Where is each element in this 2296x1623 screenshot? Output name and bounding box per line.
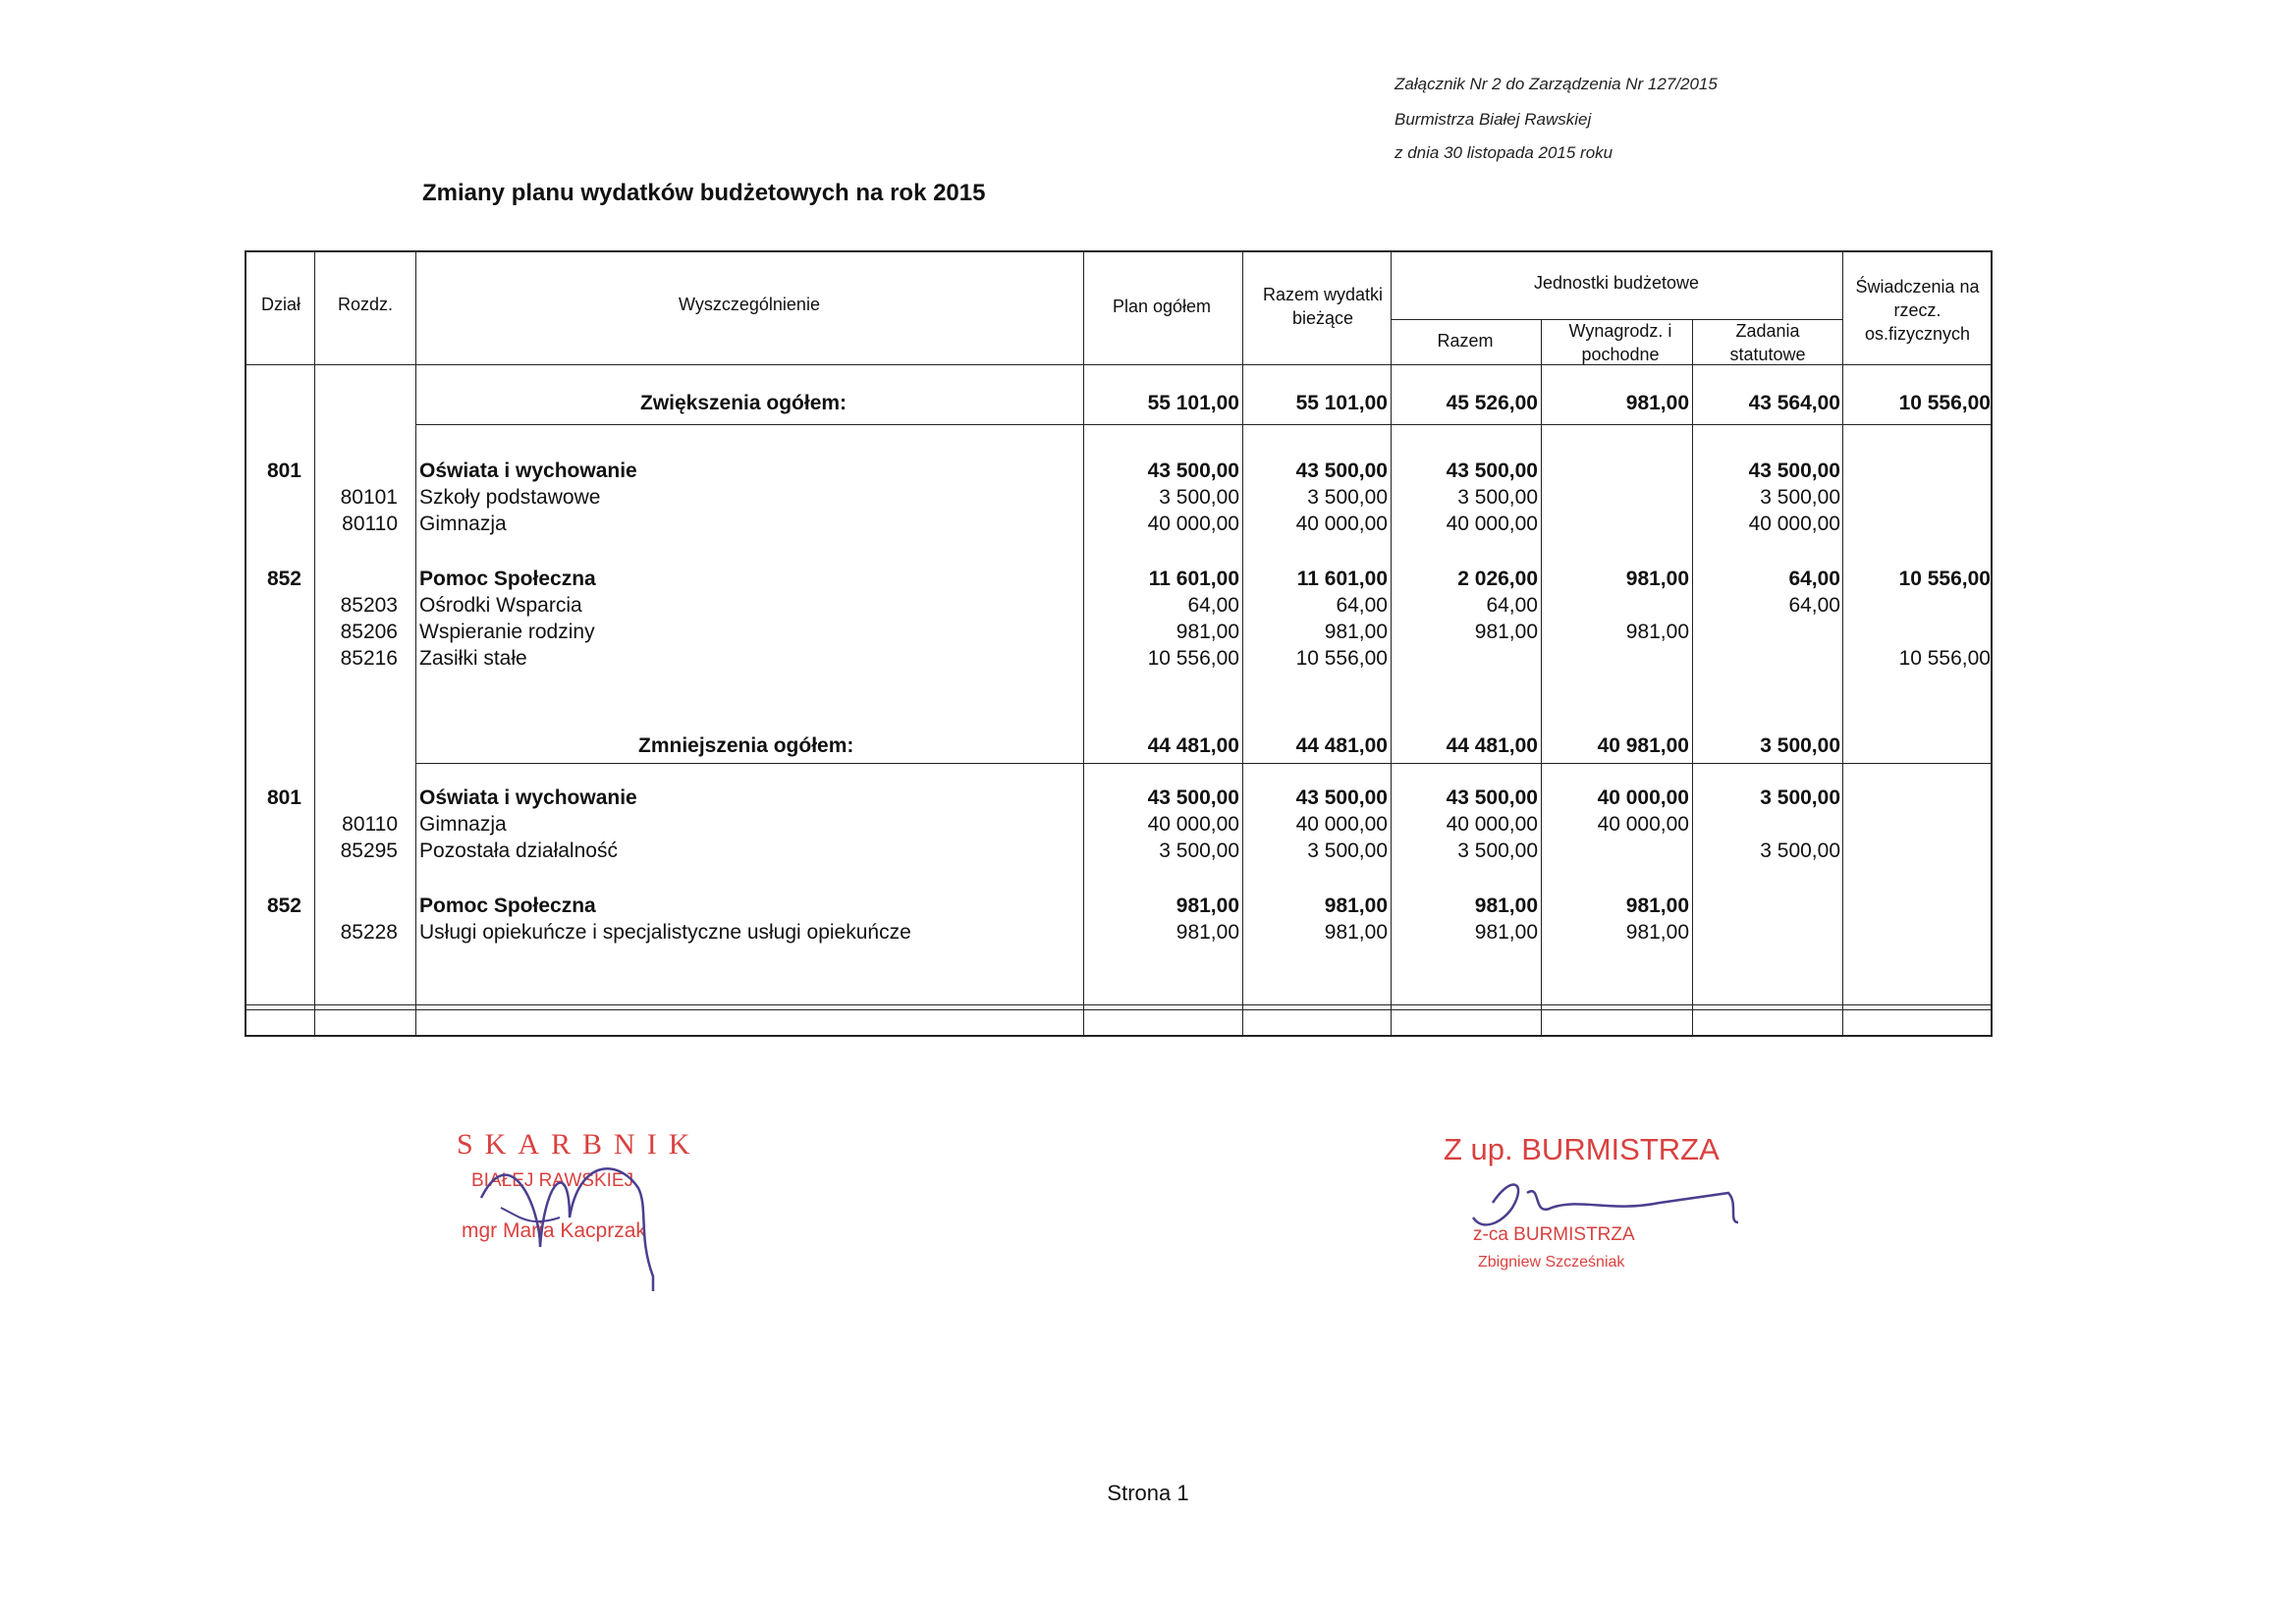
row-cell-zadania: 64,00	[1788, 594, 1840, 617]
row-cell-name: Szkoły podstawowe	[419, 486, 601, 509]
row-cell-zadania: 43 500,00	[1748, 460, 1840, 482]
row-cell-name: Oświata i wychowanie	[419, 786, 637, 809]
row-cell-razem: 981,00	[1474, 894, 1538, 917]
row-cell-biezace: 64,00	[1336, 594, 1388, 617]
row-cell-name: Pomoc Społeczna	[419, 894, 596, 917]
row-cell-dzial: 852	[266, 568, 301, 590]
row-cell-razem: 43 500,00	[1446, 460, 1538, 482]
stamp-right-line2: z-ca BURMISTRZA	[1473, 1224, 1635, 1245]
row-cell-name: Wspieranie rodziny	[419, 621, 595, 643]
row-cell-biezace: 981,00	[1324, 621, 1388, 643]
decrease-total-plan: 44 481,00	[1147, 734, 1239, 757]
row-cell-swiadczenia: 10 556,00	[1898, 568, 1991, 590]
stamp-right-line1: Z up. BURMISTRZA	[1444, 1132, 1720, 1166]
header-swiadczenia: Świadczenia na rzecz. os.fizycznych	[1855, 277, 1980, 344]
row-cell-biezace: 981,00	[1324, 921, 1388, 944]
row-cell-razem: 981,00	[1474, 621, 1538, 643]
row-cell-biezace: 40 000,00	[1295, 813, 1388, 836]
row-cell-biezace: 11 601,00	[1296, 568, 1388, 590]
mayor-signature-icon	[1434, 1124, 1787, 1301]
header-zadania: Zadania statutowe	[1729, 321, 1806, 364]
header-razem-wydatki: Razem wydatki bieżące	[1262, 285, 1384, 328]
attachment-line-1: Załącznik Nr 2 do Zarządzenia Nr 127/2015	[1394, 75, 1718, 93]
row-cell-razem: 40 000,00	[1446, 813, 1538, 836]
increase-total-swiadczenia: 10 556,00	[1898, 392, 1991, 414]
increase-total-wynagrodz: 981,00	[1625, 392, 1689, 414]
row-cell-dzial: 801	[266, 786, 301, 809]
row-cell-wynagrodz: 981,00	[1625, 621, 1689, 643]
stamp-left-line2: BIAŁEJ RAWSKIEJ	[471, 1170, 634, 1191]
mayor-stamp	[1434, 1124, 1787, 1301]
row-cell-wynagrodz: 981,00	[1625, 568, 1689, 590]
row-cell-biezace: 10 556,00	[1295, 647, 1388, 670]
row-cell-name: Usługi opiekuńcze i specjalistyczne usługi opiekuńcze	[419, 921, 911, 944]
row-cell-zadania: 3 500,00	[1760, 839, 1840, 862]
row-cell-plan: 40 000,00	[1147, 513, 1239, 535]
row-cell-plan: 11 601,00	[1148, 568, 1239, 590]
increase-total-zadania: 43 564,00	[1748, 392, 1840, 414]
row-cell-plan: 64,00	[1187, 594, 1239, 617]
header-wynagrodz: Wynagrodz. i pochodne	[1568, 321, 1672, 364]
treasurer-signature-icon	[422, 1119, 717, 1296]
document-title: Zmiany planu wydatków budżetowych na rok 2015	[422, 180, 986, 206]
row-cell-razem: 981,00	[1474, 921, 1538, 944]
row-cell-name: Gimnazja	[419, 813, 507, 836]
decrease-total-biezace: 44 481,00	[1295, 734, 1388, 757]
row-cell-rozdz: 80110	[342, 813, 398, 836]
row-cell-rozdz: 80101	[340, 486, 398, 509]
increase-total-plan: 55 101,00	[1147, 392, 1239, 414]
increase-total-razem: 45 526,00	[1446, 392, 1538, 414]
row-cell-plan: 10 556,00	[1147, 647, 1239, 670]
row-cell-rozdz: 85228	[340, 921, 398, 944]
page-number: Strona 1	[1107, 1481, 1189, 1505]
decrease-total-label: Zmniejszenia ogółem:	[638, 734, 854, 757]
header-jednostki: Jednostki budżetowe	[1533, 273, 1700, 293]
stamp-right-line3: Zbigniew Szcześniak	[1478, 1254, 1625, 1271]
row-cell-plan: 981,00	[1175, 621, 1239, 643]
row-cell-rozdz: 80110	[342, 513, 398, 535]
header-dzial: Dział	[260, 295, 301, 314]
row-cell-dzial: 852	[266, 894, 301, 917]
row-cell-plan: 3 500,00	[1159, 486, 1239, 509]
row-cell-name: Zasiłki stałe	[419, 647, 527, 670]
row-cell-plan: 981,00	[1175, 894, 1239, 917]
decrease-total-zadania: 3 500,00	[1760, 734, 1840, 757]
row-cell-razem: 3 500,00	[1457, 839, 1538, 862]
row-cell-wynagrodz: 40 000,00	[1597, 813, 1689, 836]
row-cell-plan: 43 500,00	[1147, 786, 1239, 809]
row-cell-swiadczenia: 10 556,00	[1898, 647, 1991, 670]
row-cell-name: Gimnazja	[419, 513, 507, 535]
row-cell-razem: 43 500,00	[1446, 786, 1538, 809]
row-cell-zadania: 3 500,00	[1760, 486, 1840, 509]
row-cell-razem: 3 500,00	[1457, 486, 1538, 509]
row-cell-zadania: 64,00	[1788, 568, 1840, 590]
row-cell-wynagrodz: 981,00	[1625, 921, 1689, 944]
row-cell-biezace: 40 000,00	[1295, 513, 1388, 535]
row-cell-dzial: 801	[266, 460, 301, 482]
header-razem: Razem	[1437, 331, 1494, 351]
increase-total-label: Zwiększenia ogółem:	[640, 392, 847, 414]
attachment-line-2: Burmistrza Białej Rawskiej	[1394, 110, 1592, 129]
stamp-left-line3: mgr Maria Kacprzak	[462, 1219, 646, 1242]
decrease-total-razem: 44 481,00	[1446, 734, 1538, 757]
row-cell-rozdz: 85216	[340, 647, 398, 670]
row-cell-plan: 981,00	[1175, 921, 1239, 944]
row-cell-name: Ośrodki Wsparcia	[419, 594, 582, 617]
stamp-left-line1: SKARBNIK	[457, 1128, 702, 1161]
row-cell-rozdz: 85203	[340, 594, 398, 617]
row-cell-rozdz: 85295	[340, 839, 398, 862]
row-cell-plan: 40 000,00	[1147, 813, 1239, 836]
header-wyszczegolnienie: Wyszczególnienie	[679, 295, 820, 314]
header-plan: Plan ogółem	[1112, 297, 1212, 316]
row-cell-biezace: 3 500,00	[1307, 486, 1388, 509]
row-cell-biezace: 43 500,00	[1295, 786, 1388, 809]
row-cell-name: Pozostała działalność	[419, 839, 618, 862]
treasurer-stamp	[422, 1119, 717, 1296]
row-cell-plan: 3 500,00	[1159, 839, 1239, 862]
row-cell-razem: 40 000,00	[1446, 513, 1538, 535]
row-cell-name: Oświata i wychowanie	[419, 460, 637, 482]
decrease-total-wynagrodz: 40 981,00	[1597, 734, 1689, 757]
header-rozdz: Rozdz.	[337, 295, 394, 314]
row-cell-biezace: 43 500,00	[1295, 460, 1388, 482]
attachment-line-3: z dnia 30 listopada 2015 roku	[1394, 143, 1613, 162]
row-cell-biezace: 981,00	[1324, 894, 1388, 917]
row-cell-wynagrodz: 40 000,00	[1597, 786, 1689, 809]
row-cell-razem: 64,00	[1486, 594, 1538, 617]
row-cell-plan: 43 500,00	[1147, 460, 1239, 482]
row-cell-name: Pomoc Społeczna	[419, 568, 596, 590]
row-cell-razem: 2 026,00	[1457, 568, 1538, 590]
row-cell-zadania: 3 500,00	[1760, 786, 1840, 809]
row-cell-zadania: 40 000,00	[1748, 513, 1840, 535]
row-cell-rozdz: 85206	[340, 621, 398, 643]
row-cell-biezace: 3 500,00	[1307, 839, 1388, 862]
row-cell-wynagrodz: 981,00	[1625, 894, 1689, 917]
increase-total-biezace: 55 101,00	[1295, 392, 1388, 414]
